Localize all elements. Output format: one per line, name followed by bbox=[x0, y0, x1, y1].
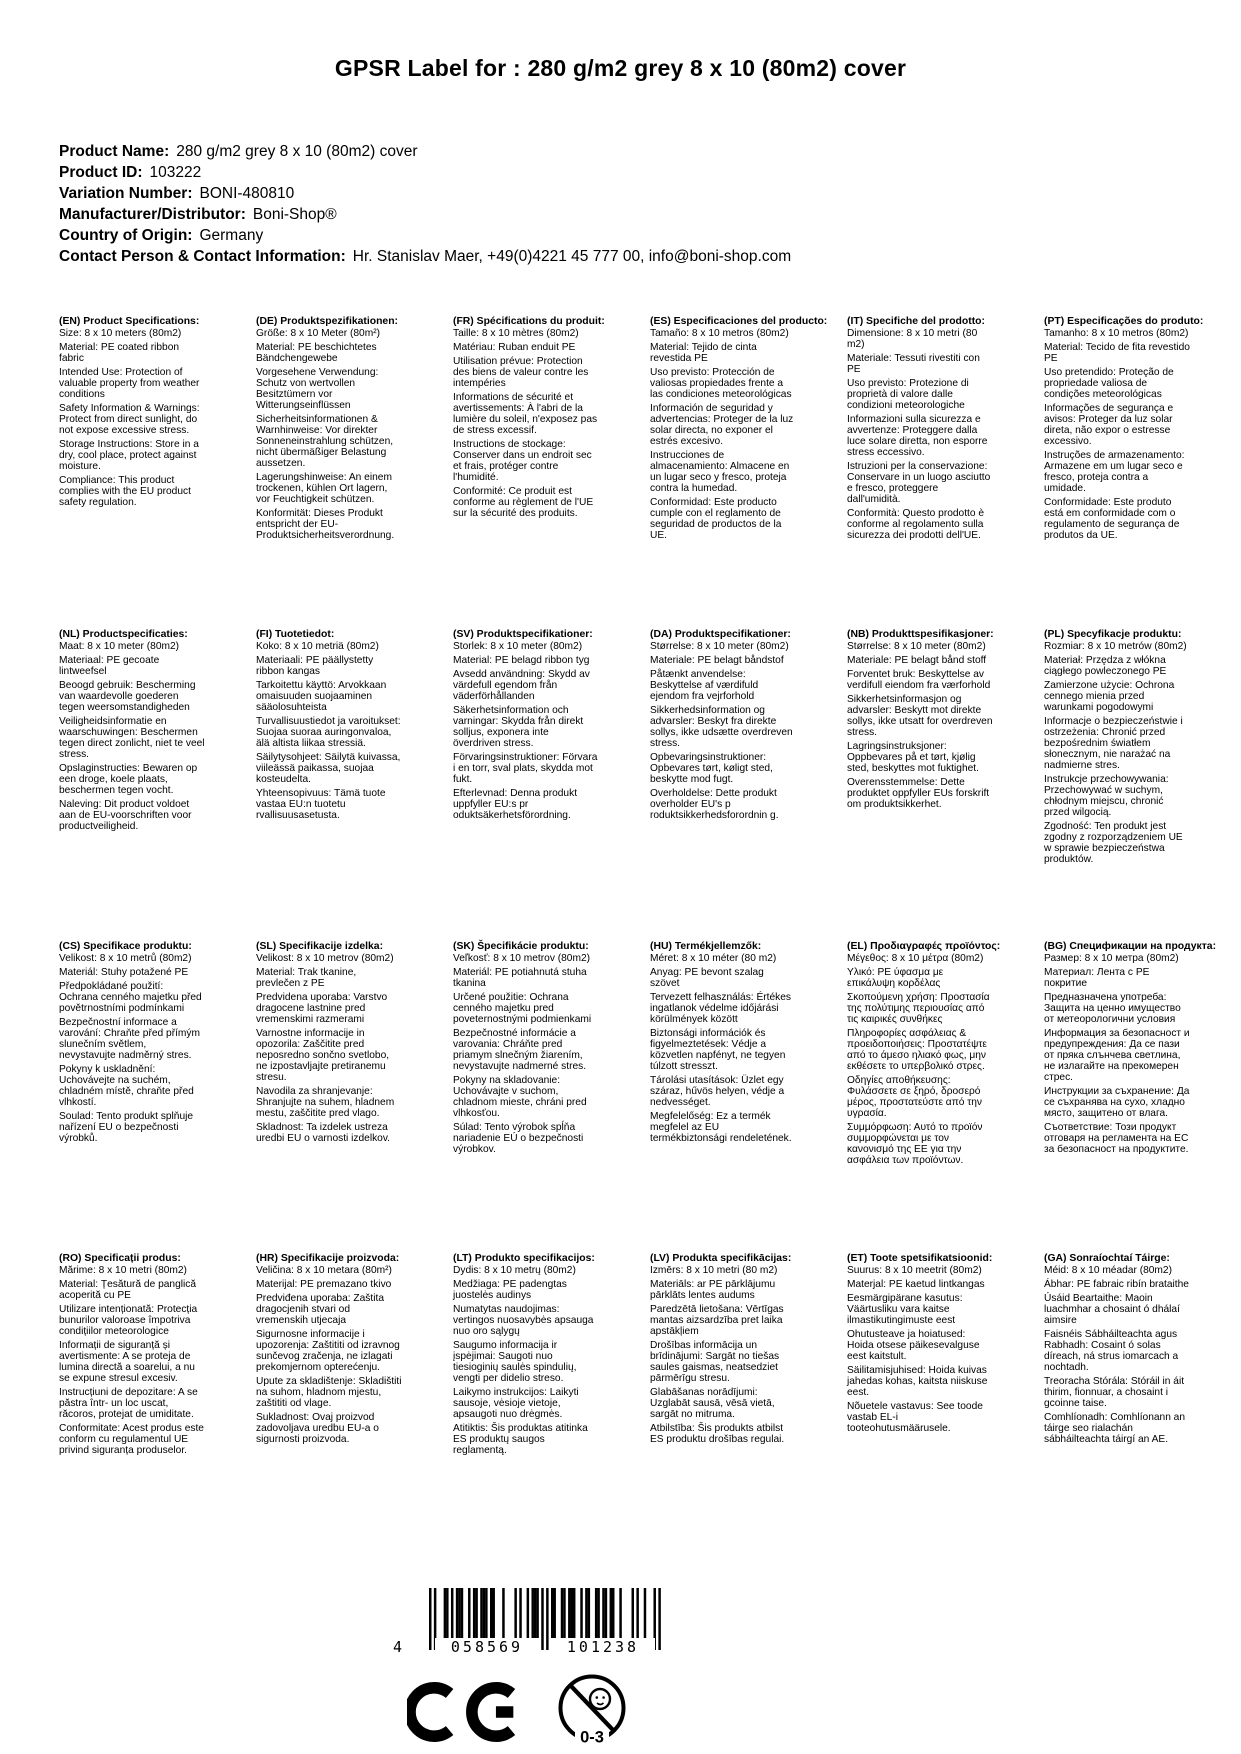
language-block-sk bbox=[453, 941, 599, 1158]
spec-paragraph: Πληροφορίες ασφάλειας & προειδοποιήσεις: Προστατέψτε από το άμεσο ηλιακό φως, μην εκθέσετε το υπερβολικό στρες. bbox=[847, 1028, 987, 1072]
spec-paragraph: Safety Information & Warnings: Protect from direct sunlight, do not expose excessive stress. bbox=[59, 403, 200, 436]
spec-paragraph: Предназначена употреба: Защита на ценно имущество от метеорологични условия bbox=[1044, 992, 1181, 1025]
spec-grid-row-3 bbox=[59, 941, 1217, 1169]
spec-paragraph: Taille: 8 x 10 mètres (80m2) bbox=[453, 328, 579, 339]
spec-paragraph: Avsedd användning: Skydd av värdefull egendom från väderförhållanden bbox=[453, 669, 590, 702]
spec-paragraph: Soulad: Tento produkt splňuje nařízení EU o bezpečnosti výrobků. bbox=[59, 1111, 194, 1144]
language-block-ro bbox=[59, 1253, 205, 1459]
spec-paragraph: Materiale: Tessuti rivestiti con PE bbox=[847, 353, 980, 375]
language-block-lt bbox=[453, 1253, 599, 1459]
spec-paragraph: Conformità: Questo prodotto è conforme al regolamento sulla sicurezza dei prodotti dell'UE. bbox=[847, 508, 985, 541]
spec-paragraph: Matériau: Ruban enduit PE bbox=[453, 342, 576, 353]
spec-paragraph: Numatytas naudojimas: vertingos nuosavybės apsauga nuo oro sąlygų bbox=[453, 1304, 594, 1337]
age-warning-0-3-icon bbox=[556, 1670, 628, 1753]
product-info-row-id bbox=[59, 162, 791, 183]
spec-paragraph: Opslaginstructies: Bewaren op een droge, koele plaats, beschermen tegen vocht. bbox=[59, 763, 198, 796]
language-heading: (NB) Produkttspesifikasjoner: bbox=[847, 629, 994, 640]
product-info-row-name bbox=[59, 141, 791, 162]
spec-paragraph: Υλικό: PE ύφασμα με επικάλυψη κορδέλας bbox=[847, 967, 944, 989]
spec-paragraph: Tarkoitettu käyttö: Arvokkaan omaisuuden suojaaminen sääolosuhteista bbox=[256, 680, 387, 713]
spec-paragraph: Upute za skladištenje: Skladištiti na suhom, hladnom mjestu, zaštititi od vlage. bbox=[256, 1376, 402, 1409]
ce-mark-icon bbox=[407, 1680, 523, 1749]
spec-paragraph: Materiál: Stuhy potažené PE bbox=[59, 967, 189, 978]
spec-paragraph: Pokyny k uskladnění: Uchovávejte na suchém, chladném místě, chraňte před vlhkostí. bbox=[59, 1064, 194, 1108]
spec-paragraph: Izmērs: 8 x 10 metri (80 m2) bbox=[650, 1265, 778, 1276]
spec-paragraph: Material: Tecido de fita revestido PE bbox=[1044, 342, 1190, 364]
spec-paragraph: Conformidade: Este produto está em conformidade com o regulamento de segurança de produtos da UE. bbox=[1044, 497, 1180, 541]
spec-paragraph: Nõuetele vastavus: See toode vastab EL-i tooteohutusmäärusele. bbox=[847, 1401, 983, 1434]
spec-paragraph: Tárolási utasítások: Üzlet egy száraz, hűvös helyen, védje a nedvességet. bbox=[650, 1075, 785, 1108]
language-block-nb bbox=[847, 629, 993, 813]
product-info-row-variation bbox=[59, 183, 791, 204]
language-heading: (SV) Produktspecifikationer: bbox=[453, 629, 593, 640]
spec-paragraph: Suurus: 8 x 10 meetrit (80m2) bbox=[847, 1265, 982, 1276]
language-heading: (PL) Specyfikacje produktu: bbox=[1044, 629, 1182, 640]
spec-grid-row-4 bbox=[59, 1253, 1190, 1459]
spec-paragraph: Uso previsto: Protezione di proprietà di valore dalle condizioni meteorologiche bbox=[847, 378, 969, 411]
language-heading: (IT) Specifiche del prodotto: bbox=[847, 316, 985, 327]
spec-paragraph: Instruções de armazenamento: Armazene em um lugar seco e fresco, proteja contra a umidade. bbox=[1044, 450, 1185, 494]
spec-paragraph: Zgodność: Ten produkt jest zgodny z rozporządzeniem UE w sprawie bezpieczeństwa produktów. bbox=[1044, 821, 1183, 865]
spec-paragraph: Størrelse: 8 x 10 meter (80m2) bbox=[847, 641, 986, 652]
spec-paragraph: Saugumo informacija ir įspėjimai: Saugoti nuo tiesioginių saulės spindulių, vengti per didelio streso. bbox=[453, 1340, 577, 1384]
spec-paragraph: Yhteensopivuus: Tämä tuote vastaa EU:n tuotetu rvallisuusasetusta. bbox=[256, 788, 386, 821]
language-block-bg bbox=[1044, 941, 1217, 1158]
ean-barcode bbox=[393, 1588, 661, 1668]
language-heading: (GA) Sonraíochtaí Táirge: bbox=[1044, 1253, 1170, 1264]
spec-paragraph: Rozmiar: 8 x 10 metrów (80m2) bbox=[1044, 641, 1187, 652]
spec-paragraph: Paredzētā lietošana: Vērtīgas mantas aizsardzība pret laika apstākļiem bbox=[650, 1304, 784, 1337]
spec-paragraph: Comhlíonadh: Comhlíonann an táirge seo rialachán sábháilteachta táirgí an AE. bbox=[1044, 1412, 1186, 1445]
spec-paragraph: Instrucțiuni de depozitare: A se păstra într- un loc uscat, răcoros, protejat de umiditate. bbox=[59, 1387, 198, 1420]
language-block-it bbox=[847, 316, 993, 544]
spec-grid-row-1 bbox=[59, 316, 1204, 544]
info-field-label: Variation Number: bbox=[59, 185, 193, 202]
product-info-row-manufacturer bbox=[59, 204, 791, 225]
spec-paragraph: Ohutusteave ja hoiatused: Hoida otsese päikesevalguse eest kaitstult. bbox=[847, 1329, 980, 1362]
language-heading: (ES) Especificaciones del producto: bbox=[650, 316, 828, 327]
spec-paragraph: Material: PE belagd ribbon tyg bbox=[453, 655, 590, 666]
spec-paragraph: Información de seguridad y advertencias: Proteger de la luz solar directa, no exponer el estrés excesivo. bbox=[650, 403, 794, 447]
spec-paragraph: Размер: 8 x 10 метра (80m2) bbox=[1044, 953, 1179, 964]
spec-paragraph: Súlad: Tento výrobok spĺňa nariadenie EÚ o bezpečnosti výrobkov. bbox=[453, 1122, 584, 1155]
info-field-value: BONI-480810 bbox=[199, 185, 295, 202]
language-heading: (RO) Specificații produs: bbox=[59, 1253, 181, 1264]
language-block-fi bbox=[256, 629, 402, 824]
barcode-digit-group-2: 101238 bbox=[551, 1638, 655, 1656]
spec-paragraph: Size: 8 x 10 meters (80m2) bbox=[59, 328, 182, 339]
language-block-sl bbox=[256, 941, 402, 1147]
spec-paragraph: Sukladnost: Ovaj proizvod zadovoljava uredbu EU-a o sigurnosti proizvoda. bbox=[256, 1412, 379, 1445]
spec-paragraph: Biztonsági információk és figyelmeztetések: Védje a közvetlen napfényt, ne tegyen túlzott stresszt. bbox=[650, 1028, 786, 1072]
spec-paragraph: Materijal: PE premazano tkivo bbox=[256, 1279, 392, 1290]
info-field-value: 103222 bbox=[149, 164, 202, 181]
language-block-lv bbox=[650, 1253, 796, 1448]
spec-paragraph: Megfelelőség: Ez a termék megfelel az EU termékbiztonsági rendeletének. bbox=[650, 1111, 792, 1144]
spec-paragraph: Informações de segurança e avisos: Proteger da luz solar direta, não expor o estresse excessivo. bbox=[1044, 403, 1174, 447]
spec-paragraph: Instructions de stockage: Conserver dans un endroit sec et frais, protéger contre l'humidité. bbox=[453, 439, 592, 483]
language-block-pt bbox=[1044, 316, 1204, 544]
spec-paragraph: Sicherheitsinformationen & Warnhinweise: Vor direkter Sonneneinstrahlung schützen, nicht übermäßiger Belastung aussetzen. bbox=[256, 414, 394, 469]
product-info-row-origin bbox=[59, 225, 791, 246]
spec-paragraph: Bezpečnostní informace a varování: Chraňte před přímým slunečním světlem, nevystavujte nadměrný stres. bbox=[59, 1017, 200, 1061]
spec-paragraph: Tamaño: 8 x 10 metros (80m2) bbox=[650, 328, 789, 339]
spec-paragraph: Medžiaga: PE padengtas juostelės audinys bbox=[453, 1279, 567, 1301]
language-block-cs bbox=[59, 941, 205, 1147]
spec-paragraph: Οδηγίες αποθήκευσης: Φυλάσσετε σε ξηρό, δροσερό μέρος, προστατεύστε από την υγρασία. bbox=[847, 1075, 983, 1119]
spec-paragraph: Material: Țesătură de panglică acoperită cu PE bbox=[59, 1279, 197, 1301]
spec-paragraph: Skladnost: Ta izdelek ustreza uredbi EU o varnosti izdelkov. bbox=[256, 1122, 391, 1144]
language-heading: (SK) Špecifikácie produktu: bbox=[453, 941, 589, 952]
language-heading: (BG) Спецификации на продукта: bbox=[1044, 941, 1217, 952]
spec-paragraph: Materiaali: PE päällystetty ribbon kangas bbox=[256, 655, 374, 677]
spec-paragraph: Μέγεθος: 8 x 10 μέτρα (80m2) bbox=[847, 953, 984, 964]
spec-paragraph: Lagringsinstruksjoner: Oppbevares på et tørt, kjølig sted, beskyttes mot fuktighet. bbox=[847, 741, 979, 774]
spec-paragraph: Informazioni sulla sicurezza e avvertenze: Proteggere dalla luce solare diretta, non esporre stress eccessivo. bbox=[847, 414, 988, 458]
spec-paragraph: Sikkerhedsinformation og advarsler: Beskyt fra direkte sollys, ikke udsætte overdreven stress. bbox=[650, 705, 793, 749]
spec-paragraph: Lagerungshinweise: An einem trockenen, kühlen Ort lagern, vor Feuchtigkeit schützen. bbox=[256, 472, 392, 505]
info-field-label: Country of Origin: bbox=[59, 227, 193, 244]
spec-paragraph: Materjal: PE kaetud lintkangas bbox=[847, 1279, 985, 1290]
spec-paragraph: Atbilstība: Šis produkts atbilst ES produktu drošības regulai. bbox=[650, 1423, 785, 1445]
spec-paragraph: Informații de siguranță și avertismente: A se proteja de lumina directă a soarelui, a nu se expune stresul excesiv. bbox=[59, 1340, 195, 1384]
language-block-el bbox=[847, 941, 1001, 1169]
spec-paragraph: Dydis: 8 x 10 metrų (80m2) bbox=[453, 1265, 576, 1276]
language-heading: (LT) Produkto specifikacijos: bbox=[453, 1253, 595, 1264]
info-field-label: Product Name: bbox=[59, 143, 170, 160]
info-field-value: 280 g/m2 grey 8 x 10 (80m2) cover bbox=[176, 143, 418, 160]
spec-paragraph: Veličina: 8 x 10 metara (80m²) bbox=[256, 1265, 392, 1276]
spec-paragraph: Určené použitie: Ochrana cenného majetku pred poveternostnými podmienkami bbox=[453, 992, 592, 1025]
spec-paragraph: Säilitamisjuhised: Hoida kuivas jahedas kohas, kaitsta niiskuse eest. bbox=[847, 1365, 988, 1398]
spec-paragraph: Předpokládané použití: Ochrana cenného majetku před povětrnostními podmínkami bbox=[59, 981, 202, 1014]
spec-paragraph: Eesmärgipärane kasutus: Väärtusliku vara kaitse ilmastikutingimuste eest bbox=[847, 1293, 963, 1326]
spec-paragraph: Beoogd gebruik: Bescherming van waardevolle goederen tegen weersomstandigheden bbox=[59, 680, 196, 713]
spec-paragraph: Material: Tejido de cinta revestida PE bbox=[650, 342, 757, 364]
age-warning-text: 0-3 bbox=[580, 1728, 604, 1747]
product-info bbox=[59, 141, 791, 267]
language-heading: (PT) Especificações do produto: bbox=[1044, 316, 1204, 327]
spec-paragraph: Conformidad: Este producto cumple con el reglamento de seguridad de productos de la UE. bbox=[650, 497, 782, 541]
language-block-sv bbox=[453, 629, 599, 824]
info-field-value: Hr. Stanislav Maer, +49(0)4221 45 777 00, info@boni-shop.com bbox=[352, 248, 792, 265]
info-field-label: Contact Person & Contact Information: bbox=[59, 248, 346, 265]
spec-paragraph: Σκοπούμενη χρήση: Προστασία της πολύτιμης περιουσίας από τις καιρικές συνθήκες bbox=[847, 992, 990, 1025]
spec-paragraph: Påtænkt anvendelse: Beskyttelse af værdifuld ejendom fra vejrforhold bbox=[650, 669, 759, 702]
language-heading: (FR) Spécifications du produit: bbox=[453, 316, 605, 327]
spec-paragraph: Pokyny na skladovanie: Uchovávajte v suchom, chladnom mieste, chráni pred vlhkosťou. bbox=[453, 1075, 587, 1119]
spec-paragraph: Conformité: Ce produit est conforme au règlement de l'UE sur la sécurité des produits. bbox=[453, 486, 594, 519]
language-block-en bbox=[59, 316, 205, 511]
spec-paragraph: Vorgesehene Verwendung: Schutz von wertvollen Besitztümern vor Witterungseinflüssen bbox=[256, 367, 379, 411]
language-block-de bbox=[256, 316, 402, 544]
spec-grid-row-2 bbox=[59, 629, 1190, 868]
spec-paragraph: Veiligheidsinformatie en waarschuwingen: Beschermen tegen direct zonlicht, niet te veel stress. bbox=[59, 716, 205, 760]
spec-paragraph: Συμμόρφωση: Αυτό το προϊόν συμμορφώνεται με τον κανονισμό της ΕΕ για την ασφάλεια των προϊόντων. bbox=[847, 1122, 983, 1166]
language-block-es bbox=[650, 316, 828, 544]
spec-paragraph: Zamierzone użycie: Ochrona cennego mienia przed warunkami pogodowymi bbox=[1044, 680, 1175, 713]
spec-paragraph: Uso pretendido: Proteção de propriedade valiosa de condições meteorológicas bbox=[1044, 367, 1174, 400]
spec-paragraph: Bezpečnostné informácie a varovania: Chráňte pred priamym slnečným žiarením, nevystavujte nadmerné stres. bbox=[453, 1028, 587, 1072]
spec-paragraph: Storlek: 8 x 10 meter (80m2) bbox=[453, 641, 583, 652]
spec-paragraph: Информация за безопасност и предупреждения: Да се пази от пряка слънчева светлина, не излагайте на прекомерен стрес. bbox=[1044, 1028, 1190, 1083]
spec-paragraph: Istruzioni per la conservazione: Conservare in un luogo asciutto e fresco, proteggere dall'umidità. bbox=[847, 461, 991, 505]
spec-paragraph: Съответствие: Този продукт отговаря на регламента на ЕС за безопасност на продуктите. bbox=[1044, 1122, 1189, 1155]
spec-paragraph: Velikost: 8 x 10 metrov (80m2) bbox=[256, 953, 394, 964]
spec-paragraph: Instrucciones de almacenamiento: Almacene en un lugar seco y fresco, proteja contra la humedad. bbox=[650, 450, 790, 494]
language-block-hr bbox=[256, 1253, 402, 1448]
spec-paragraph: Материал: Лента с PE покритие bbox=[1044, 967, 1150, 989]
spec-paragraph: Efterlevnad: Denna produkt uppfyller EU:s pr oduktsäkerhetsförordning. bbox=[453, 788, 578, 821]
spec-paragraph: Úsáid Beartaithe: Maoin luachmhar a chosaint ó dhálaí aimsire bbox=[1044, 1293, 1180, 1326]
language-block-hu bbox=[650, 941, 796, 1147]
spec-paragraph: Velikost: 8 x 10 metrů (80m2) bbox=[59, 953, 192, 964]
spec-paragraph: Tervezett felhasználás: Értékes ingatlanok védelme időjárási körülmények között bbox=[650, 992, 791, 1025]
spec-paragraph: Atitiktis: Šis produktas atitinka ES produktų saugos reglamentą. bbox=[453, 1423, 588, 1456]
language-heading: (HR) Specifikacije proizvoda: bbox=[256, 1253, 400, 1264]
language-heading: (ET) Toote spetsifikatsioonid: bbox=[847, 1253, 993, 1264]
spec-paragraph: Predviđena uporaba: Zaštita dragocjenih stvari od vremenskih utjecaja bbox=[256, 1293, 384, 1326]
spec-paragraph: Maat: 8 x 10 meter (80m2) bbox=[59, 641, 180, 652]
spec-paragraph: Material: PE coated ribbon fabric bbox=[59, 342, 180, 364]
spec-paragraph: Varnostne informacije in opozorila: Zaščitite pred neposredno sončno svetlobo, ne izpostavljajte pretiranemu stresu. bbox=[256, 1028, 390, 1083]
spec-paragraph: Konformität: Dieses Produkt entspricht der EU-Produktsicherheitsverordnung. bbox=[256, 508, 395, 541]
spec-paragraph: Informacje o bezpieczeństwie i ostrzeżenia: Chronić przed bezpośrednim światłem słonecznym, nie narażać na nadmierne stres. bbox=[1044, 716, 1183, 771]
spec-paragraph: Sigurnosne informacije i upozorenja: Zaštititi od izravnog sunčevog zračenja, ne izlagati prekomjernom opterećenju. bbox=[256, 1329, 400, 1373]
spec-paragraph: Glabāšanas norādījumi: Uzglabāt sausā, vēsā vietā, sargāt no mitruma. bbox=[650, 1387, 775, 1420]
spec-paragraph: Materiale: PE belagt bånd stoff bbox=[847, 655, 987, 666]
spec-paragraph: Material: PE beschichtetes Bändchengewebe bbox=[256, 342, 377, 364]
spec-paragraph: Conformitate: Acest produs este conform cu regulamentul UE privind siguranța produselor. bbox=[59, 1423, 204, 1456]
spec-paragraph: Materiale: PE belagt båndstof bbox=[650, 655, 784, 666]
spec-paragraph: Informations de sécurité et avertissements: À l'abri de la lumière du soleil, n'exposez pas de stress excessif. bbox=[453, 392, 598, 436]
barcode-digit-prefix: 4 bbox=[393, 1638, 403, 1656]
spec-paragraph: Naleving: Dit product voldoet aan de EU-voorschriften voor productveiligheid. bbox=[59, 799, 192, 832]
language-heading: (EN) Product Specifications: bbox=[59, 316, 200, 327]
info-field-value: Germany bbox=[199, 227, 264, 244]
spec-paragraph: Materiāls: ar PE pārklājumu pārklāts lentes audums bbox=[650, 1279, 776, 1301]
spec-paragraph: Forventet bruk: Beskyttelse av verdifull eiendom fra værforhold bbox=[847, 669, 991, 691]
language-heading: (HU) Termékjellemzők: bbox=[650, 941, 762, 952]
page-title: GPSR Label for : 280 g/m2 grey 8 x 10 (80m2) cover bbox=[334, 55, 907, 81]
spec-paragraph: Materiał: Przędza z włókna ciągłego powleczonego PE bbox=[1044, 655, 1167, 677]
spec-paragraph: Uso previsto: Protección de valiosas propiedades frente a las condiciones meteorológicas bbox=[650, 367, 792, 400]
spec-paragraph: Förvaringsinstruktioner: Förvara i en torr, sval plats, skydda mot fukt. bbox=[453, 752, 598, 785]
language-block-da bbox=[650, 629, 796, 824]
spec-paragraph: Laikymo instrukcijos: Laikyti sausoje, vėsioje vietoje, apsaugoti nuo drėgmės. bbox=[453, 1387, 579, 1420]
spec-paragraph: Sikkerhetsinformasjon og advarsler: Beskytt mot direkte sollys, ikke utsatt for overdreven stress. bbox=[847, 694, 993, 738]
language-heading: (SL) Specifikacije izdelka: bbox=[256, 941, 384, 952]
spec-paragraph: Méid: 8 x 10 méadar (80m2) bbox=[1044, 1265, 1172, 1276]
spec-paragraph: Größe: 8 x 10 Meter (80m²) bbox=[256, 328, 380, 339]
spec-paragraph: Turvallisuustiedot ja varoitukset: Suojaa suoraa auringonvaloa, älä altista liikaa stressiä. bbox=[256, 716, 401, 749]
spec-paragraph: Størrelse: 8 x 10 meter (80m2) bbox=[650, 641, 789, 652]
info-field-value: Boni-Shop® bbox=[252, 206, 337, 223]
spec-paragraph: Инструкции за съхранение: Да се съхранява на сухо, хладно място, защитено от влага. bbox=[1044, 1086, 1190, 1119]
language-heading: (EL) Προδιαγραφές προϊόντος: bbox=[847, 941, 1001, 952]
language-heading: (CS) Specifikace produktu: bbox=[59, 941, 192, 952]
spec-paragraph: Koko: 8 x 10 metriä (80m2) bbox=[256, 641, 379, 652]
spec-paragraph: Storage Instructions: Store in a dry, cool place, protect against moisture. bbox=[59, 439, 199, 472]
language-heading: (NL) Productspecificaties: bbox=[59, 629, 188, 640]
spec-paragraph: Navodila za shranjevanje: Shranjujte na suhem, hladnem mestu, zaščitite pred vlago. bbox=[256, 1086, 395, 1119]
spec-paragraph: Säilytysohjeet: Säilytä kuivassa, viileässä paikassa, suojaa kosteudelta. bbox=[256, 752, 401, 785]
spec-paragraph: Materiaal: PE gecoate lintweefsel bbox=[59, 655, 160, 677]
spec-paragraph: Material: Trak tkanine, prevlečen z PE bbox=[256, 967, 357, 989]
spec-paragraph: Instrukcje przechowywania: Przechowywać w suchym, chłodnym miejscu, chronić przed wilgocią. bbox=[1044, 774, 1169, 818]
language-heading: (FI) Tuotetiedot: bbox=[256, 629, 335, 640]
spec-paragraph: Compliance: This product complies with the EU product safety regulation. bbox=[59, 475, 191, 508]
spec-paragraph: Tamanho: 8 x 10 metros (80m2) bbox=[1044, 328, 1189, 339]
language-block-pl bbox=[1044, 629, 1190, 868]
spec-paragraph: Mărime: 8 x 10 metri (80m2) bbox=[59, 1265, 187, 1276]
language-heading: (LV) Produkta specifikācijas: bbox=[650, 1253, 792, 1264]
spec-paragraph: Treoracha Stórála: Stóráil in áit thirim, fionnuar, a chosaint i gcoinne taise. bbox=[1044, 1376, 1185, 1409]
spec-paragraph: Dimensione: 8 x 10 metri (80 m2) bbox=[847, 328, 978, 350]
spec-paragraph: Intended Use: Protection of valuable property from weather conditions bbox=[59, 367, 200, 400]
spec-paragraph: Overensstemmelse: Dette produktet oppfyller EUs forskrift om produktsikkerhet. bbox=[847, 777, 990, 810]
spec-paragraph: Predvidena uporaba: Varstvo dragocene lastnine pred vremenskimi razmerami bbox=[256, 992, 388, 1025]
info-field-label: Product ID: bbox=[59, 164, 143, 181]
spec-paragraph: Overholdelse: Dette produkt overholder EU's p roduktsikkerhedsforordnin g. bbox=[650, 788, 779, 821]
spec-paragraph: Utilizare intenționată: Protecția bunurilor valoroase împotriva condițiilor meteorologice bbox=[59, 1304, 198, 1337]
language-block-nl bbox=[59, 629, 205, 835]
language-block-fr bbox=[453, 316, 605, 522]
spec-paragraph: Drošības informācija un brīdinājumi: Sargāt no tiešas saules gaismas, neatsedziet pārmērīgu stresu. bbox=[650, 1340, 780, 1384]
spec-paragraph: Materiál: PE potiahnutá stuha tkanina bbox=[453, 967, 587, 989]
spec-paragraph: Veľkosť: 8 x 10 metrov (80m2) bbox=[453, 953, 591, 964]
spec-paragraph: Faisnéis Sábháilteachta agus Rabhadh: Cosaint ó solas díreach, ná strus iomarcach a nochtadh. bbox=[1044, 1329, 1179, 1373]
barcode-digit-group-1: 058569 bbox=[435, 1638, 539, 1656]
product-info-row-contact bbox=[59, 246, 791, 267]
info-field-label: Manufacturer/Distributor: bbox=[59, 206, 246, 223]
language-block-et bbox=[847, 1253, 993, 1437]
spec-paragraph: Opbevaringsinstruktioner: Opbevares tørt, køligt sted, beskytte mod fugt. bbox=[650, 752, 773, 785]
spec-paragraph: Utilisation prévue: Protection des biens de valeur contre les intempéries bbox=[453, 356, 589, 389]
language-heading: (DE) Produktspezifikationen: bbox=[256, 316, 399, 327]
spec-paragraph: Säkerhetsinformation och varningar: Skydda från direkt solljus, exponera inte överdriven stress. bbox=[453, 705, 584, 749]
spec-paragraph: Anyag: PE bevont szalag szövet bbox=[650, 967, 764, 989]
spec-paragraph: Méret: 8 x 10 méter (80 m2) bbox=[650, 953, 777, 964]
language-heading: (DA) Produktspecifikationer: bbox=[650, 629, 791, 640]
spec-paragraph: Ábhar: PE fabraic ribín brataithe bbox=[1044, 1279, 1189, 1290]
language-block-ga bbox=[1044, 1253, 1190, 1448]
